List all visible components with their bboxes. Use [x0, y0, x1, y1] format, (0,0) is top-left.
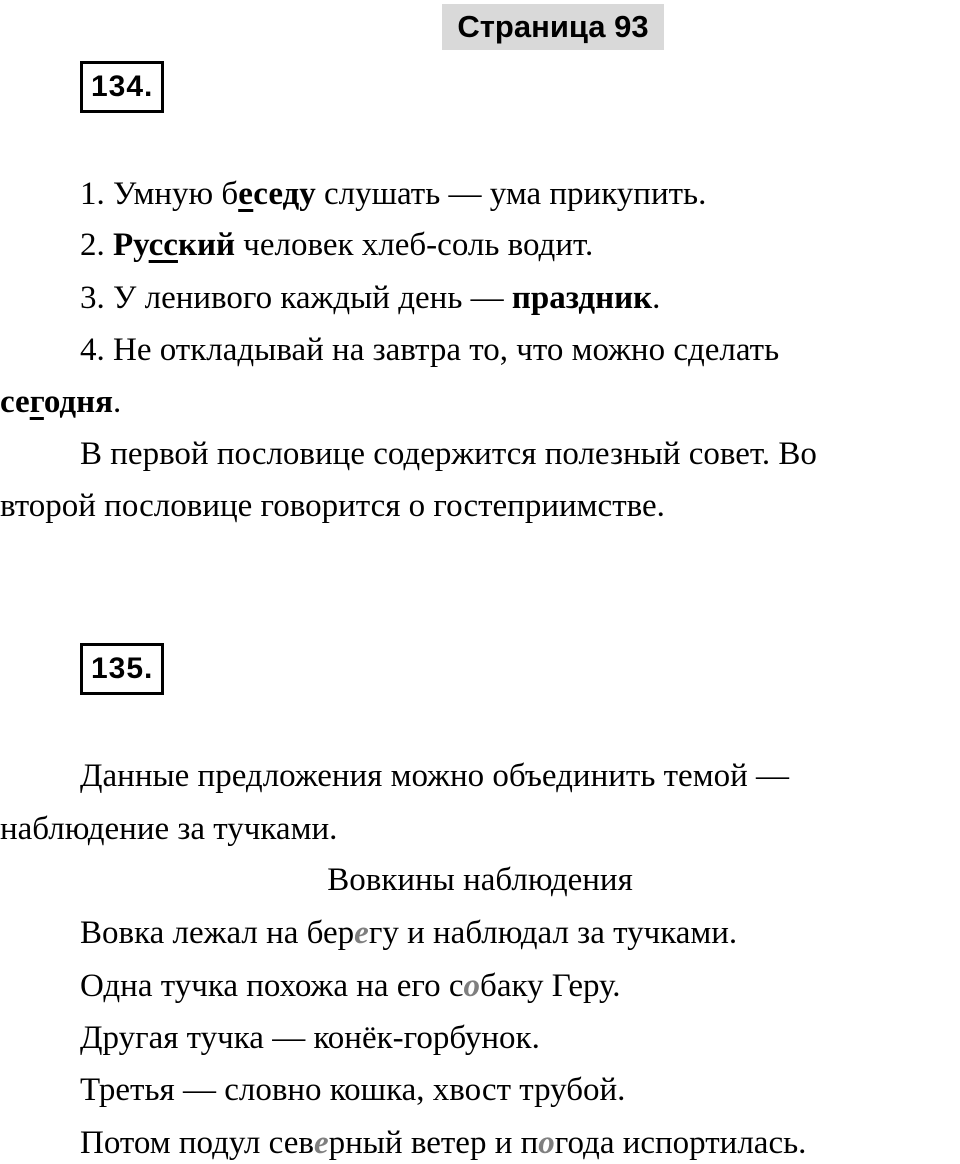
story-title: Вовкины наблюдения	[327, 862, 633, 898]
task-number-135: 135.	[80, 643, 164, 695]
page-title: Страница 93	[442, 4, 664, 50]
task-number-134: 134.	[80, 61, 164, 113]
proverb-3: 3. У ленивого каждый день — праздник.	[80, 280, 661, 316]
story-sentence-3: Другая тучка — конёк-горбунок.	[80, 1020, 540, 1056]
proverb-1: 1. Умную беседу слушать — ума прикупить.	[80, 176, 707, 212]
story-sentence-1: Вовка лежал на берегу и наблюдал за тучками.	[80, 915, 738, 951]
explanation-line-2: второй пословице говорится о гостеприимстве.	[0, 488, 665, 524]
intro-line-1: Данные предложения можно объединить темой —	[80, 758, 789, 794]
proverb-4-continuation: сегодня.	[0, 384, 122, 420]
story-sentence-2: Одна тучка похожа на его собаку Геру.	[80, 968, 621, 1004]
proverb-2: 2. Русский человек хлеб-соль водит.	[80, 227, 594, 263]
story-sentence-4: Третья — словно кошка, хвост трубой.	[80, 1072, 626, 1108]
intro-line-2: наблюдение за тучками.	[0, 811, 338, 847]
explanation-line-1: В первой пословице содержится полезный совет. Во	[80, 436, 817, 472]
story-sentence-5: Потом подул северный ветер и погода испортилась.	[80, 1125, 807, 1161]
proverb-4: 4. Не откладывай на завтра то, что можно сделать	[80, 332, 780, 368]
